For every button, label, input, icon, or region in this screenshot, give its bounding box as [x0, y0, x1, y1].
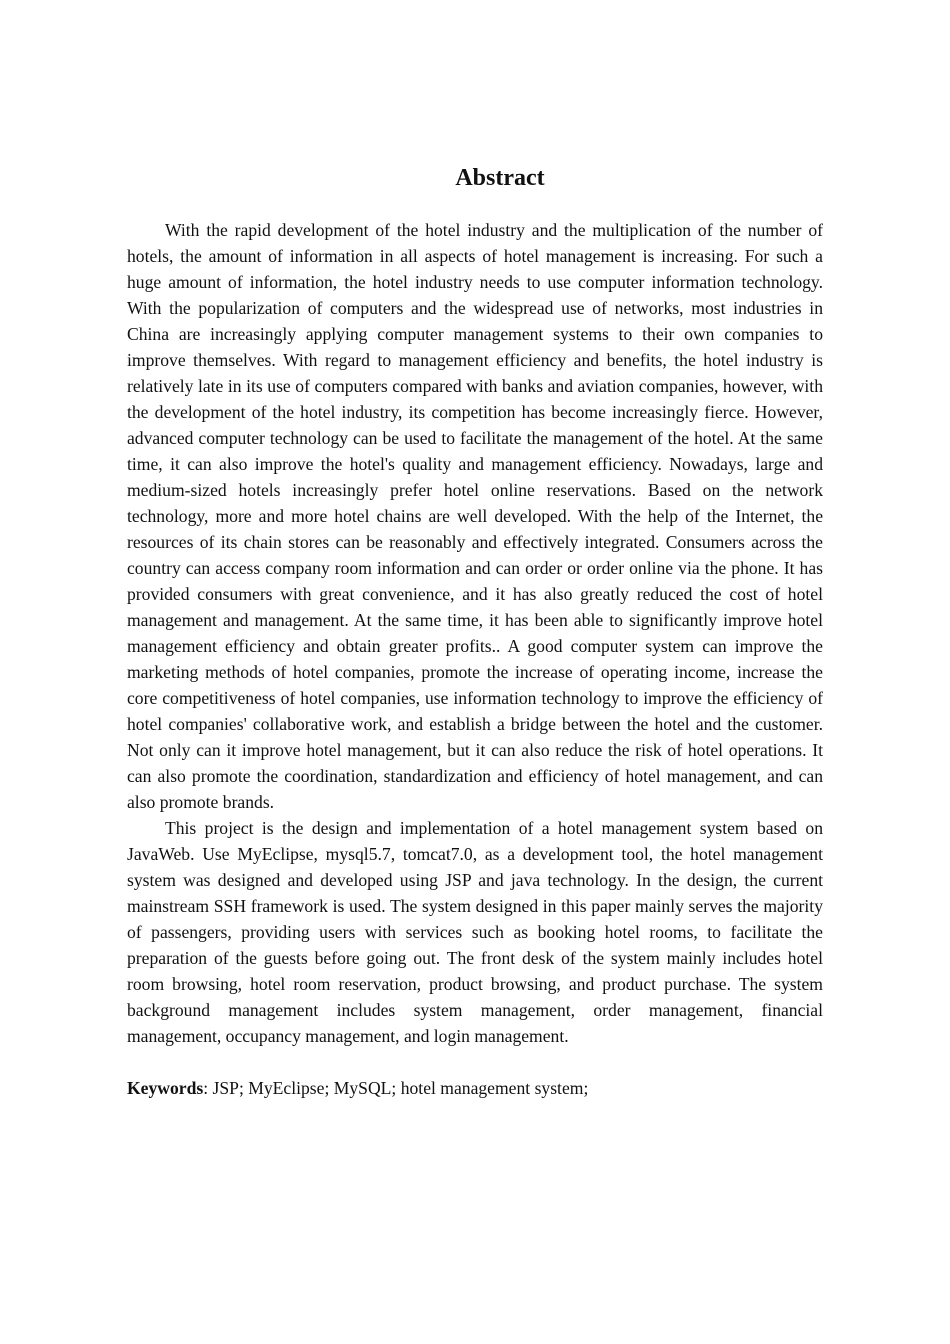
keywords-value: JSP; MyEclipse; MySQL; hotel management system;: [212, 1078, 589, 1098]
abstract-body: [127, 217, 823, 1101]
keywords-line: [127, 1075, 823, 1101]
abstract-paragraph-1: With the rapid development of the hotel industry and the multiplication of the number of hotels, the amount of information in all aspects of hotel management is increasing. For such a huge amount of information, the hotel industry needs to use computer information technology. With the popularization of computers and the widespread use of networks, most industries in China are increasingly applying computer management systems to their own companies to improve themselves. With regard to management efficiency and benefits, the hotel industry is relatively late in its use of computers compared with banks and aviation companies, however, with the development of the hotel industry, its competition has become increasingly fierce. However, advanced computer technology can be used to facilitate the management of the hotel. At the same time, it can also improve the hotel's quality and management efficiency. Nowadays, large and medium-sized hotels increasingly prefer hotel online reservations. Based on the network technology, more and more hotel chains are well developed. With the help of the Internet, the resources of its chain stores can be reasonably and effectively integrated. Consumers across the country can access company room information and can order or order online via the phone. It has provided consumers with great convenience, and it has also greatly reduced the cost of hotel management and management. At the same time, it has been able to significantly improve hotel management efficiency and obtain greater profits.. A good computer system can improve the marketing methods of hotel companies, promote the increase of operating income, increase the core competitiveness of hotel companies, use information technology to improve the efficiency of hotel companies' collaborative work, and establish a bridge between the hotel and the customer. Not only can it improve hotel management, but it can also reduce the risk of hotel operations. It can also promote the coordination, standardization and efficiency of hotel management, and can also promote brands.: [127, 220, 823, 812]
abstract-title: Abstract: [455, 165, 545, 191]
keywords-separator: :: [203, 1078, 213, 1098]
keywords-label: Keywords: [127, 1078, 204, 1098]
abstract-paragraph-2: This project is the design and implementation of a hotel management system based on JavaWeb. Use MyEclipse, mysql5.7, tomcat7.0, as a development tool, the hotel management system was designed and developed using JSP and java technology. In the design, the current mainstream SSH framework is used. The system designed in this paper mainly serves the majority of passengers, providing users with services such as booking hotel rooms, to facilitate the preparation of the guests before going out. The front desk of the system mainly includes hotel room browsing, hotel room reservation, product browsing, and product purchase. The system background management includes system management, order management, financial management, occupancy management, and login management.: [127, 818, 823, 1046]
